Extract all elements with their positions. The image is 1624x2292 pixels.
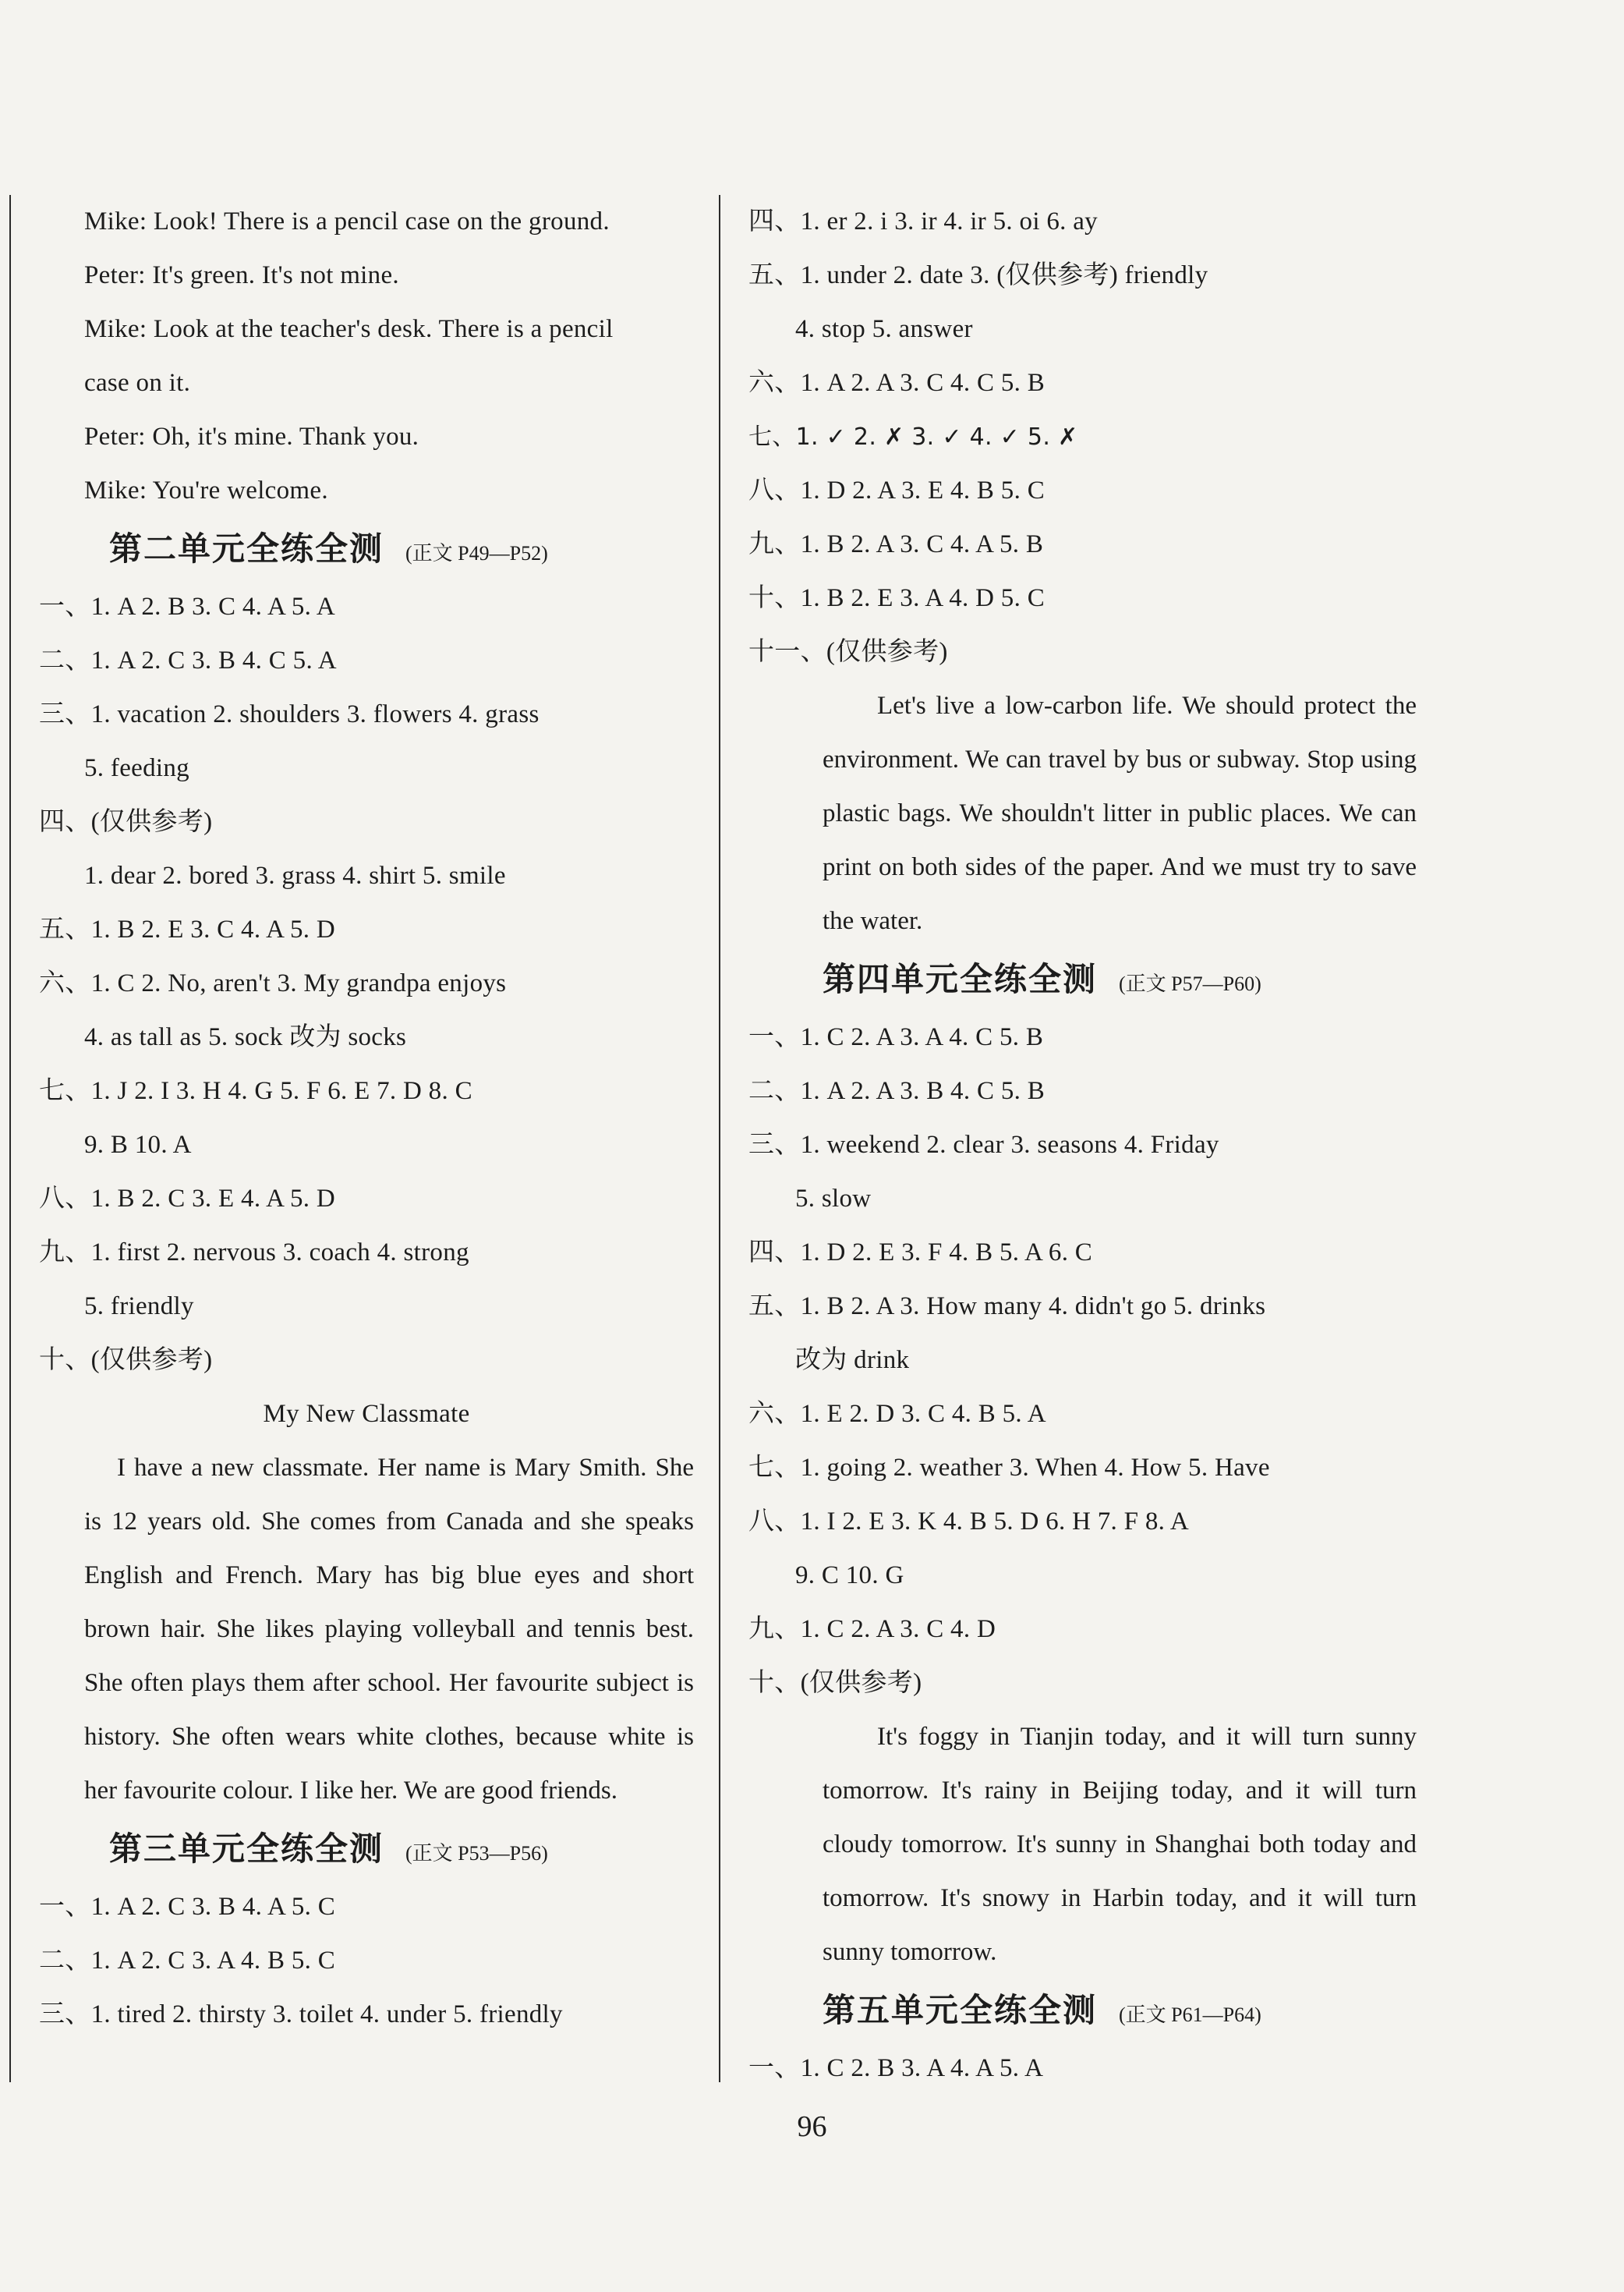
answer-line: 六、1. C 2. No, aren't 3. My grandpa enjoys: [39, 969, 507, 997]
unit3-page-ref: (正文 P53—P56): [405, 1842, 548, 1865]
right-column: [748, 195, 1417, 2095]
answer-line: 五、1. B 2. A 3. How many 4. didn't go 5. drinks: [748, 1292, 1266, 1320]
answer-line: 5. feeding: [84, 754, 189, 782]
answer-line: 十一、(仅供参考): [748, 638, 948, 666]
unit4-title: 第四单元全练全测: [823, 960, 1098, 998]
answer-line: 四、1. D 2. E 3. F 4. B 5. A 6. C: [748, 1238, 1093, 1266]
answer-line: 六、1. A 2. A 3. C 4. C 5. B: [748, 369, 1046, 397]
unit5-title: 第五单元全练全测: [823, 1991, 1098, 2029]
answer-line: 一、1. C 2. B 3. A 4. A 5. A: [748, 2054, 1044, 2082]
answer-line: 五、1. under 2. date 3. (仅供参考) friendly: [748, 261, 1208, 289]
unit2-heading: [39, 518, 694, 580]
answer-line: 五、1. B 2. E 3. C 4. A 5. D: [39, 916, 336, 944]
answer-line: 三、1. weekend 2. clear 3. seasons 4. Friday: [748, 1131, 1219, 1159]
answer-line: 四、(仅供参考): [39, 808, 213, 836]
answer-line: 七、1. J 2. I 3. H 4. G 5. F 6. E 7. D 8. C: [39, 1077, 472, 1105]
unit3-title: 第三单元全练全测: [109, 1830, 384, 1868]
answer-line: 九、1. first 2. nervous 3. coach 4. strong: [39, 1238, 469, 1266]
answer-line: 二、1. A 2. A 3. B 4. C 5. B: [748, 1077, 1046, 1105]
answer-line: 十、(仅供参考): [39, 1346, 213, 1374]
essay-text: Let's live a low-carbon life. We should protect the environment. We can travel by bus or subway. Stop using plastic bags. We shouldn't litter in public places. We can print on both sides of the paper. And we must try to save the water.: [823, 692, 1417, 935]
answer-line: 六、1. E 2. D 3. C 4. B 5. A: [748, 1400, 1046, 1428]
answer-line: 七、1. going 2. weather 3. When 4. How 5. Have: [748, 1454, 1270, 1482]
essay-text: It's foggy in Tianjin today, and it will turn sunny tomorrow. It's rainy in Beijing today, and it will turn cloudy tomorrow. It's sunny in Shanghai both today and tomorrow. It's snowy in Harbin today, and it will turn sunny tomorrow.: [823, 1723, 1417, 1966]
left-margin-rule: [9, 195, 11, 2082]
dialogue-line: Mike: Look! There is a pencil case on the ground.: [84, 207, 610, 236]
answer-line: 1. dear 2. bored 3. grass 4. shirt 5. smile: [84, 862, 506, 890]
unit2-page-ref: (正文 P49—P52): [405, 542, 548, 565]
essay-text: I have a new classmate. Her name is Mary Smith. She is 12 years old. She comes from Canada and she speaks English and French. Mary has big blue eyes and short brown hair. She likes playing volleyball and tennis best. She often plays them after school. Her favourite subject is history. She often wears white clothes, because white is her favourite colour. I like her. We are good friends.: [84, 1454, 694, 1805]
answer-line: 十、(仅供参考): [748, 1669, 922, 1697]
answer-line: 一、1. A 2. C 3. B 4. A 5. C: [39, 1893, 336, 1921]
answer-line: 4. as tall as 5. sock 改为 socks: [84, 1023, 407, 1051]
answer-line: 十、1. B 2. E 3. A 4. D 5. C: [748, 584, 1046, 612]
answer-line: 七、1. ✓ 2. ✗ 3. ✓ 4. ✓ 5. ✗: [748, 423, 1078, 451]
answer-line: 八、1. B 2. C 3. E 4. A 5. D: [39, 1185, 336, 1213]
dialogue-line: Peter: It's green. It's not mine.: [84, 261, 399, 289]
unit5-heading: [748, 1979, 1411, 2042]
answer-line: 二、1. A 2. C 3. B 4. C 5. A: [39, 647, 337, 675]
answer-line: 三、1. tired 2. thirsty 3. toilet 4. under 5. friendly: [39, 2000, 563, 2028]
unit3-heading: [39, 1818, 694, 1880]
answer-line: 一、1. C 2. A 3. A 4. C 5. B: [748, 1023, 1044, 1051]
answer-line: 5. slow: [795, 1185, 872, 1213]
dialogue-line: Mike: Look at the teacher's desk. There is a pencil: [84, 315, 614, 343]
dialogue-line: Peter: Oh, it's mine. Thank you.: [84, 423, 419, 451]
column-divider: [719, 195, 720, 2082]
answer-line: 4. stop 5. answer: [795, 315, 973, 343]
answer-line: 八、1. D 2. A 3. E 4. B 5. C: [748, 476, 1046, 505]
answer-line: 一、1. A 2. B 3. C 4. A 5. A: [39, 593, 336, 621]
answer-line: 八、1. I 2. E 3. K 4. B 5. D 6. H 7. F 8. A: [748, 1507, 1190, 1536]
dialogue-line: case on it.: [84, 369, 191, 397]
answer-line: 改为 drink: [795, 1346, 910, 1374]
left-column: [39, 195, 694, 2042]
answer-line: 九、1. C 2. A 3. C 4. D: [748, 1615, 996, 1643]
answer-line: 5. friendly: [84, 1292, 194, 1320]
answer-line: 二、1. A 2. C 3. A 4. B 5. C: [39, 1947, 336, 1975]
answer-line: 9. C 10. G: [795, 1561, 904, 1589]
essay-paragraph: [84, 1441, 694, 1818]
answer-line: 三、1. vacation 2. shoulders 3. flowers 4. grass: [39, 700, 540, 728]
unit5-page-ref: (正文 P61—P64): [1119, 2003, 1261, 2026]
unit2-title: 第二单元全练全测: [109, 530, 384, 568]
dialogue-line: Mike: You're welcome.: [84, 476, 328, 505]
answer-line: 四、1. er 2. i 3. ir 4. ir 5. oi 6. ay: [748, 207, 1098, 236]
essay-title: My New Classmate: [263, 1400, 470, 1428]
answer-line: 9. B 10. A: [84, 1131, 192, 1159]
unit4-page-ref: (正文 P57—P60): [1119, 972, 1261, 995]
unit4-heading: [748, 948, 1411, 1011]
essay-paragraph: [823, 1710, 1417, 1979]
essay-paragraph: [823, 679, 1417, 948]
answer-line: 九、1. B 2. A 3. C 4. A 5. B: [748, 530, 1044, 558]
page-number: 96: [797, 2110, 827, 2143]
